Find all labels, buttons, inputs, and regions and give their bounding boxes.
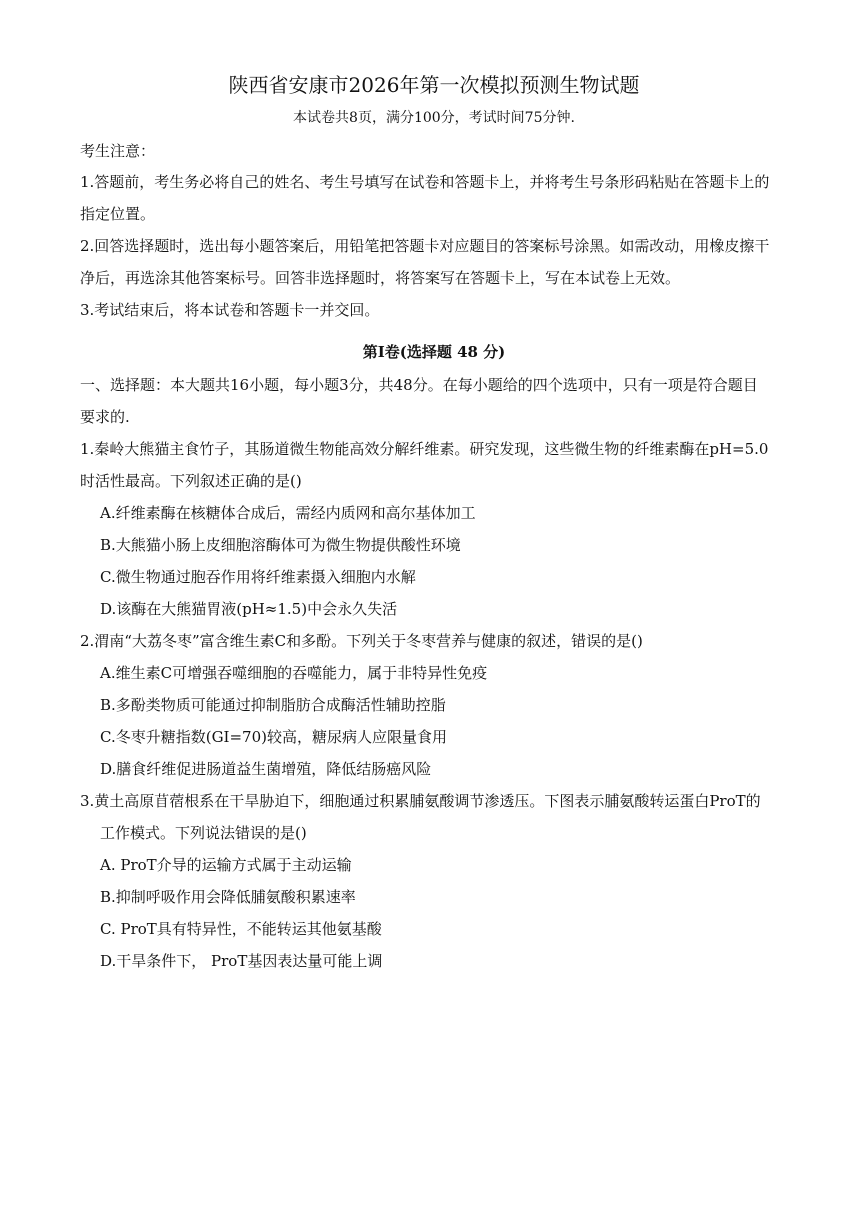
option-b: B.抑制呼吸作用会降低脯氨酸积累速率 [100,888,356,906]
question-stem-line: 2.渭南“大荔冬枣”富含维生素C和多酚。下列关于冬枣营养与健康的叙述，错误的是() [80,632,643,650]
question-stem-line: 时活性最高。下列叙述正确的是() [80,472,302,490]
notice-item-3: 3.考试结束后，将本试卷和答题卡一并交回。 [80,301,380,319]
option-d: D.干旱条件下， ProT基因表达量可能上调 [100,952,383,970]
option-a: A.纤维素酶在核糖体合成后，需经内质网和高尔基体加工 [100,504,476,522]
option-b: B.大熊猫小肠上皮细胞溶酶体可为微生物提供酸性环境 [100,536,461,554]
option-c: C.微生物通过胞吞作用将纤维素摄入细胞内水解 [100,568,416,586]
option-c: C. ProT具有特异性，不能转运其他氨基酸 [100,920,382,938]
page-subtitle: 本试卷共8页，满分100分，考试时间75分钟. [293,110,575,126]
option-c: C.冬枣升糖指数(GI=70)较高，糖尿病人应限量食用 [100,728,447,746]
notice-heading: 考生注意： [80,142,156,160]
section-intro-line-1: 一、选择题：本大题共16小题，每小题3分，共48分。在每小题给的四个选项中，只有一项是符合题目 [80,376,758,394]
notice-item-2-line-2: 净后，再选涂其他答案标号。回答非选择题时，将答案写在答题卡上，写在本试卷上无效。 [80,269,681,287]
question-stem-line: 3.黄土高原苜蓿根系在干旱胁迫下，细胞通过积累脯氨酸调节渗透压。下图表示脯氨酸转运蛋白ProT的 [80,792,761,810]
option-d: D.该酶在大熊猫胃液(pH≈1.5)中会永久失活 [100,600,398,618]
notice-item-1-line-1: 1.答题前，考生务必将自己的姓名、考生号填写在试卷和答题卡上，并将考生号条形码粘贴在答题卡上的 [80,173,770,191]
notice-item-2-line-1: 2.回答选择题时，选出每小题答案后，用铅笔把答题卡对应题目的答案标号涂黑。如需改动，用橡皮擦干 [80,237,770,255]
option-d: D.膳食纤维促进肠道益生菌增殖，降低结肠癌风险 [100,760,432,778]
option-a: A.维生素C可增强吞噬细胞的吞噬能力，属于非特异性免疫 [100,664,488,682]
option-a: A. ProT介导的运输方式属于主动运输 [100,856,352,874]
notice-item-1-line-2: 指定位置。 [80,205,156,223]
section-title: 第Ⅰ卷(选择题 48 分) [362,343,506,361]
option-b: B.多酚类物质可能通过抑制脂肪合成酶活性辅助控脂 [100,696,446,714]
section-intro-line-2: 要求的. [80,408,130,426]
page-title: 陕西省安康市2026年第一次模拟预测生物试题 [228,73,640,97]
question-stem-line: 工作模式。下列说法错误的是() [100,824,307,842]
question-stem-line: 1.秦岭大熊猫主食竹子，其肠道微生物能高效分解纤维素。研究发现，这些微生物的纤维素酶在pH=5.0 [80,440,769,458]
